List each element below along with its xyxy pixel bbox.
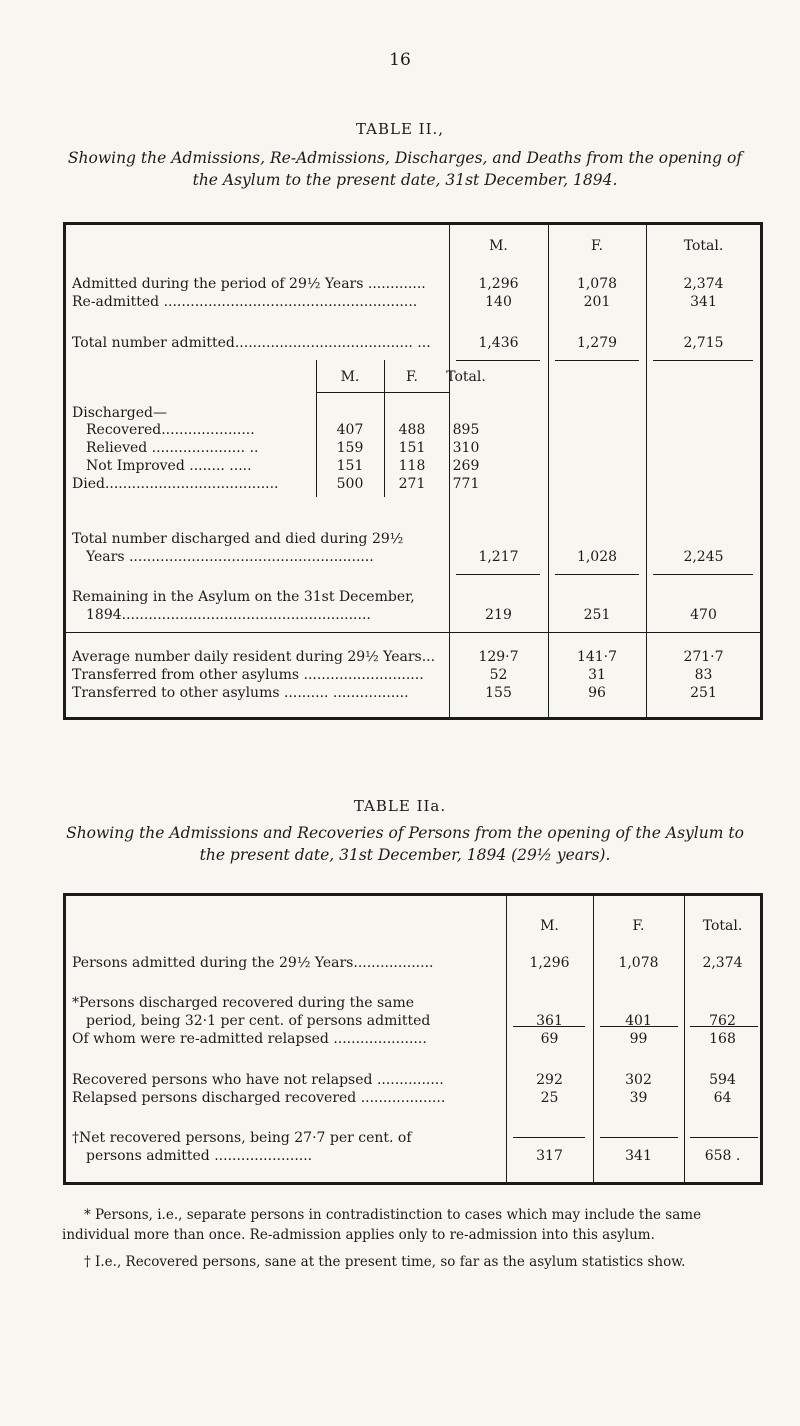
t2a-discharged-recovered-f: 401 xyxy=(625,1013,652,1029)
t2a-persons-admitted-total: 2,374 xyxy=(702,955,743,971)
t2-total-admitted-total: 2,715 xyxy=(683,335,724,351)
t2-total-discharged-total: 2,245 xyxy=(683,549,724,565)
t2-recovered-m: 407 xyxy=(336,422,364,438)
t2-died-label: Died....................................... xyxy=(72,476,279,492)
t2-transferred-from-m: 52 xyxy=(489,667,508,683)
t2-recovered-total: 895 xyxy=(452,422,480,438)
t2-readmitted-total: 341 xyxy=(690,294,717,310)
t2-remaining-label-1: Remaining in the Asylum on the 31st December, xyxy=(72,589,415,605)
t2-transferred-to-label: Transferred to other asylums .......... ................. xyxy=(72,685,409,701)
footnote-star: * Persons, i.e., separate persons in contradistinction to cases which may include the same individual more than once. Re-admission applies only to re-admission into this asylum. xyxy=(62,1207,702,1243)
t2-sub-header-f: F. xyxy=(406,369,418,385)
t2a-relapsed-recovered-label: Relapsed persons discharged recovered ................... xyxy=(72,1090,446,1106)
t2-transferred-to-m: 155 xyxy=(485,685,512,701)
t2-admitted-label: Admitted during the period of 29½ Years ............. xyxy=(72,276,426,292)
t2-total-admitted-label: Total number admitted........................................ ... xyxy=(72,335,431,351)
t2-header-m: M. xyxy=(489,238,508,254)
t2a-readmitted-relapsed-f: 99 xyxy=(629,1031,648,1047)
t2-transferred-from-label: Transferred from other asylums ........................... xyxy=(72,667,424,683)
t2a-persons-admitted-f: 1,078 xyxy=(618,955,659,971)
t2a-discharged-recovered-label-1: *Persons discharged recovered during the same xyxy=(72,995,415,1011)
footnote-dagger: † I.e., Recovered persons, sane at the present time, so far as the asylum statistics show. xyxy=(84,1254,686,1270)
t2a-not-relapsed-label: Recovered persons who have not relapsed ............... xyxy=(72,1072,444,1088)
t2a-discharged-recovered-label-2: period, being 32·1 per cent. of persons admitted xyxy=(86,1013,431,1029)
t2-relieved-label: Relieved ..................... .. xyxy=(86,440,259,456)
t2a-persons-admitted-m: 1,296 xyxy=(529,955,570,971)
t2a-not-relapsed-m: 292 xyxy=(536,1072,563,1088)
t2a-relapsed-recovered-f: 39 xyxy=(629,1090,648,1106)
t2-relieved-m: 159 xyxy=(336,440,364,456)
t2-not-improved-m: 151 xyxy=(336,458,364,474)
t2-remaining-total: 470 xyxy=(690,607,717,623)
t2-avg-resident-label: Average number daily resident during 29½ Years... xyxy=(72,649,436,665)
t2-sub-header-m: M. xyxy=(340,369,360,385)
t2-sub-header-total: Total. xyxy=(446,369,486,385)
t2-readmitted-f: 201 xyxy=(583,294,611,310)
t2-header-total: Total. xyxy=(683,238,724,254)
table-2a-title: TABLE IIa. xyxy=(353,797,447,815)
t2-transferred-from-f: 31 xyxy=(588,667,606,683)
t2a-not-relapsed-f: 302 xyxy=(625,1072,652,1088)
t2-total-admitted-m: 1,436 xyxy=(478,335,519,351)
t2-admitted-m: 1,296 xyxy=(478,276,519,292)
t2a-discharged-recovered-m: 361 xyxy=(536,1013,563,1029)
t2-transferred-to-total: 251 xyxy=(690,685,717,701)
t2a-net-recovered-f: 341 xyxy=(625,1148,652,1164)
t2-relieved-total: 310 xyxy=(452,440,480,456)
t2a-relapsed-recovered-m: 25 xyxy=(540,1090,559,1106)
t2-not-improved-total: 269 xyxy=(452,458,480,474)
t2a-net-recovered-label-1: †Net recovered persons, being 27·7 per cent. of xyxy=(72,1130,412,1146)
t2-not-improved-f: 118 xyxy=(398,458,426,474)
t2-died-m: 500 xyxy=(336,476,364,492)
t2-transferred-from-total: 83 xyxy=(694,667,713,683)
t2a-net-recovered-m: 317 xyxy=(536,1148,563,1164)
t2-remaining-m: 219 xyxy=(485,607,512,623)
t2-total-discharged-m: 1,217 xyxy=(478,549,519,565)
t2-admitted-f: 1,078 xyxy=(576,276,618,292)
t2a-net-recovered-total: 658 . xyxy=(704,1148,741,1164)
t2-total-discharged-label-1: Total number discharged and died during 29½ xyxy=(72,531,404,547)
t2-died-f: 271 xyxy=(398,476,426,492)
table-2a-subtitle: Showing the Admissions and Recoveries of Persons from the opening of the Asylum to the present date, 31st December, 1894 (29½ years). xyxy=(66,824,744,864)
t2a-header-f: F. xyxy=(632,918,645,934)
t2-died-total: 771 xyxy=(452,476,480,492)
t2-header-f: F. xyxy=(591,238,603,254)
t2-not-improved-label: Not Improved ........ ..... xyxy=(86,458,252,474)
t2-remaining-f: 251 xyxy=(583,607,611,623)
t2a-readmitted-relapsed-total: 168 xyxy=(709,1031,736,1047)
t2a-not-relapsed-total: 594 xyxy=(709,1072,736,1088)
t2-avg-resident-total: 271·7 xyxy=(683,649,724,665)
t2a-discharged-recovered-total: 762 xyxy=(709,1013,736,1029)
t2-total-discharged-label-2: Years ....................................................... xyxy=(86,549,374,565)
page-number: 16 xyxy=(389,50,411,70)
t2a-readmitted-relapsed-m: 69 xyxy=(540,1031,559,1047)
t2-avg-resident-m: 129·7 xyxy=(478,649,519,665)
t2-recovered-label: Recovered..................... xyxy=(86,422,255,438)
t2a-persons-admitted-label: Persons admitted during the 29½ Years.................. xyxy=(72,955,434,971)
t2a-header-m: M. xyxy=(540,918,559,934)
table-2-title: TABLE II., xyxy=(355,120,445,138)
t2-remaining-label-2: 1894........................................................ xyxy=(86,607,371,623)
table-2-subtitle: Showing the Admissions, Re-Admissions, Discharges, and Deaths from the opening of the Asylum to the present date, 31st December, 1894. xyxy=(67,149,743,189)
t2-total-discharged-f: 1,028 xyxy=(576,549,618,565)
t2-admitted-total: 2,374 xyxy=(683,276,724,292)
t2a-header-total: Total. xyxy=(702,918,743,934)
t2a-relapsed-recovered-total: 64 xyxy=(713,1090,732,1106)
t2-discharged-heading: Discharged— xyxy=(72,405,167,421)
t2-relieved-f: 151 xyxy=(398,440,426,456)
t2a-readmitted-relapsed-label: Of whom were re-admitted relapsed ..................... xyxy=(72,1031,427,1047)
t2-avg-resident-f: 141·7 xyxy=(576,649,618,665)
t2-readmitted-m: 140 xyxy=(485,294,512,310)
t2a-net-recovered-label-2: persons admitted ...................... xyxy=(86,1148,313,1164)
t2-transferred-to-f: 96 xyxy=(588,685,606,701)
t2-recovered-f: 488 xyxy=(398,422,426,438)
t2-readmitted-label: Re-admitted ......................................................... xyxy=(72,294,418,310)
t2-total-admitted-f: 1,279 xyxy=(576,335,618,351)
